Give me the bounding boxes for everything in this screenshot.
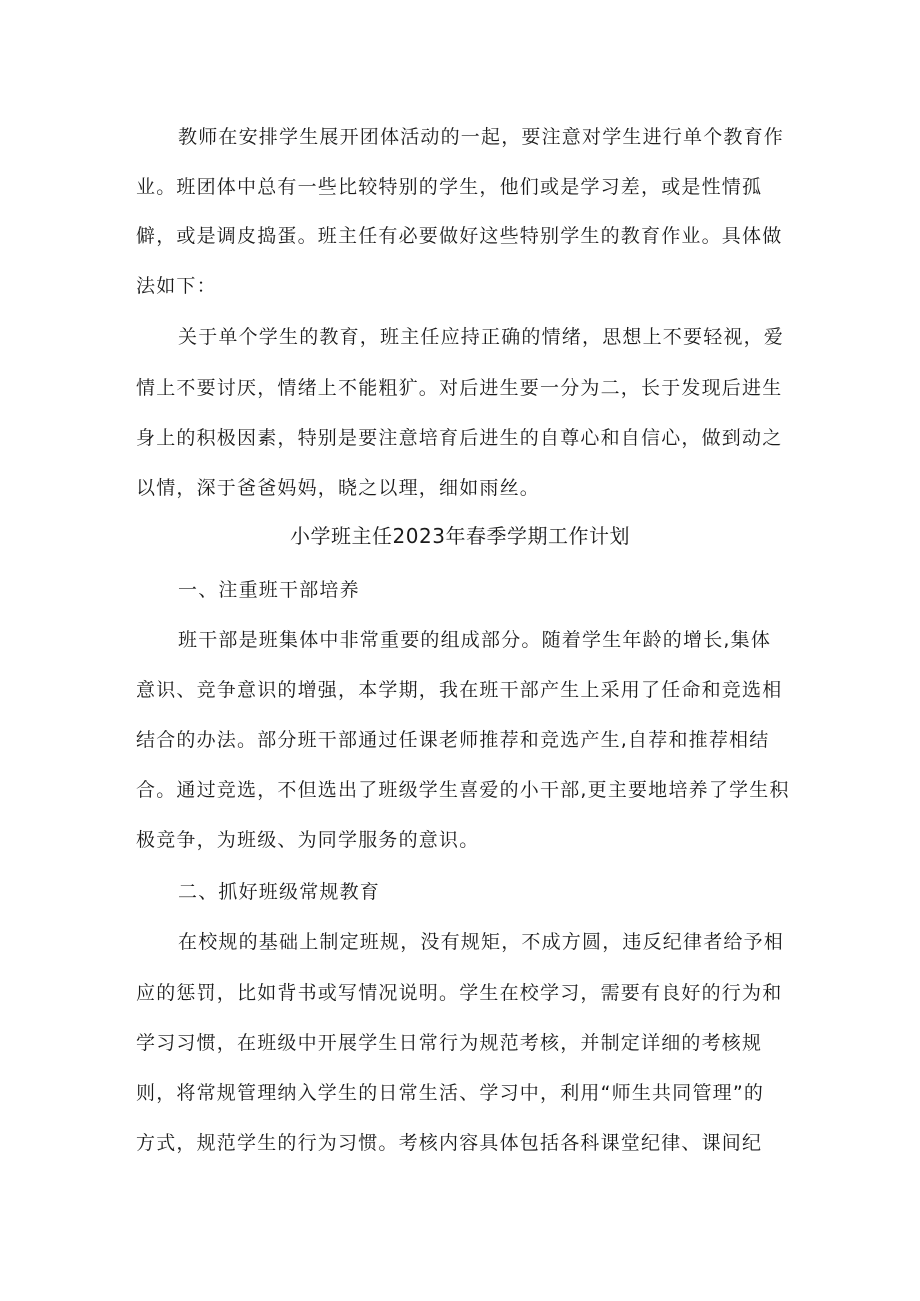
section2-line-3: 学习习惯，在班级中开展学生日常行为规范考核，并制定详细的考核规 [136, 1032, 763, 1054]
section2-heading: 二、抓好班级常规教育 [178, 881, 381, 903]
section1-line-1: 班干部是班集体中非常重要的组成部分。随着学生年龄的增长,集体 [178, 629, 772, 651]
section2-line-4: 则，将常规管理纳入学生的日常生活、学习中，利用“师生共同管理”的 [136, 1082, 765, 1104]
section1-line-4: 合。通过竞选，不但选出了班级学生喜爱的小干部,更主要地培养了学生积 [136, 779, 790, 801]
section1-line-5: 极竞争，为班级、为同学服务的意识。 [136, 829, 480, 851]
intro-line-4: 法如下： [136, 275, 217, 297]
section2-line-1: 在校规的基础上制定班规，没有规矩，不成方圆，违反纪律者给予相 [178, 931, 785, 953]
intro-line-1: 教师在安排学生展开团体活动的一起，要注意对学生进行单个教育作 [178, 126, 785, 148]
section1-line-3: 结合的办法。部分班干部通过任课老师推荐和竞选产生,自荐和推荐相结 [136, 729, 770, 751]
document-title: 小学班主任2023年春季学期工作计划 [290, 524, 630, 548]
intro2-line-2: 情上不要讨厌，情绪上不能粗犷。对后进生要一分为二，长于发现后进生 [136, 377, 783, 399]
section1-line-2: 意识、竞争意识的增强，本学期，我在班干部产生上采用了任命和竞选相 [136, 679, 783, 701]
intro2-line-1: 关于单个学生的教育，班主任应持正确的情绪，思想上不要轻视，爱 [178, 326, 785, 348]
section1-heading: 一、注重班干部培养 [178, 579, 360, 601]
intro2-line-3: 身上的积极因素，特别是要注意培育后进生的自尊心和自信心，做到动之 [136, 427, 783, 449]
section2-line-5: 方式，规范学生的行为习惯。考核内容具体包括各科课堂纪律、课间纪 [136, 1132, 763, 1154]
intro-line-3: 僻，或是调皮捣蛋。班主任有必要做好这些特别学生的教育作业。具体做 [136, 225, 783, 247]
intro-line-2: 业。班团体中总有一些比较特别的学生，他们或是学习差，或是性情孤 [136, 176, 763, 198]
section2-line-2: 应的惩罚，比如背书或写情况说明。学生在校学习，需要有良好的行为和 [136, 982, 783, 1004]
intro2-line-4: 以情，深于爸爸妈妈，晓之以理，细如雨丝。 [136, 477, 541, 499]
